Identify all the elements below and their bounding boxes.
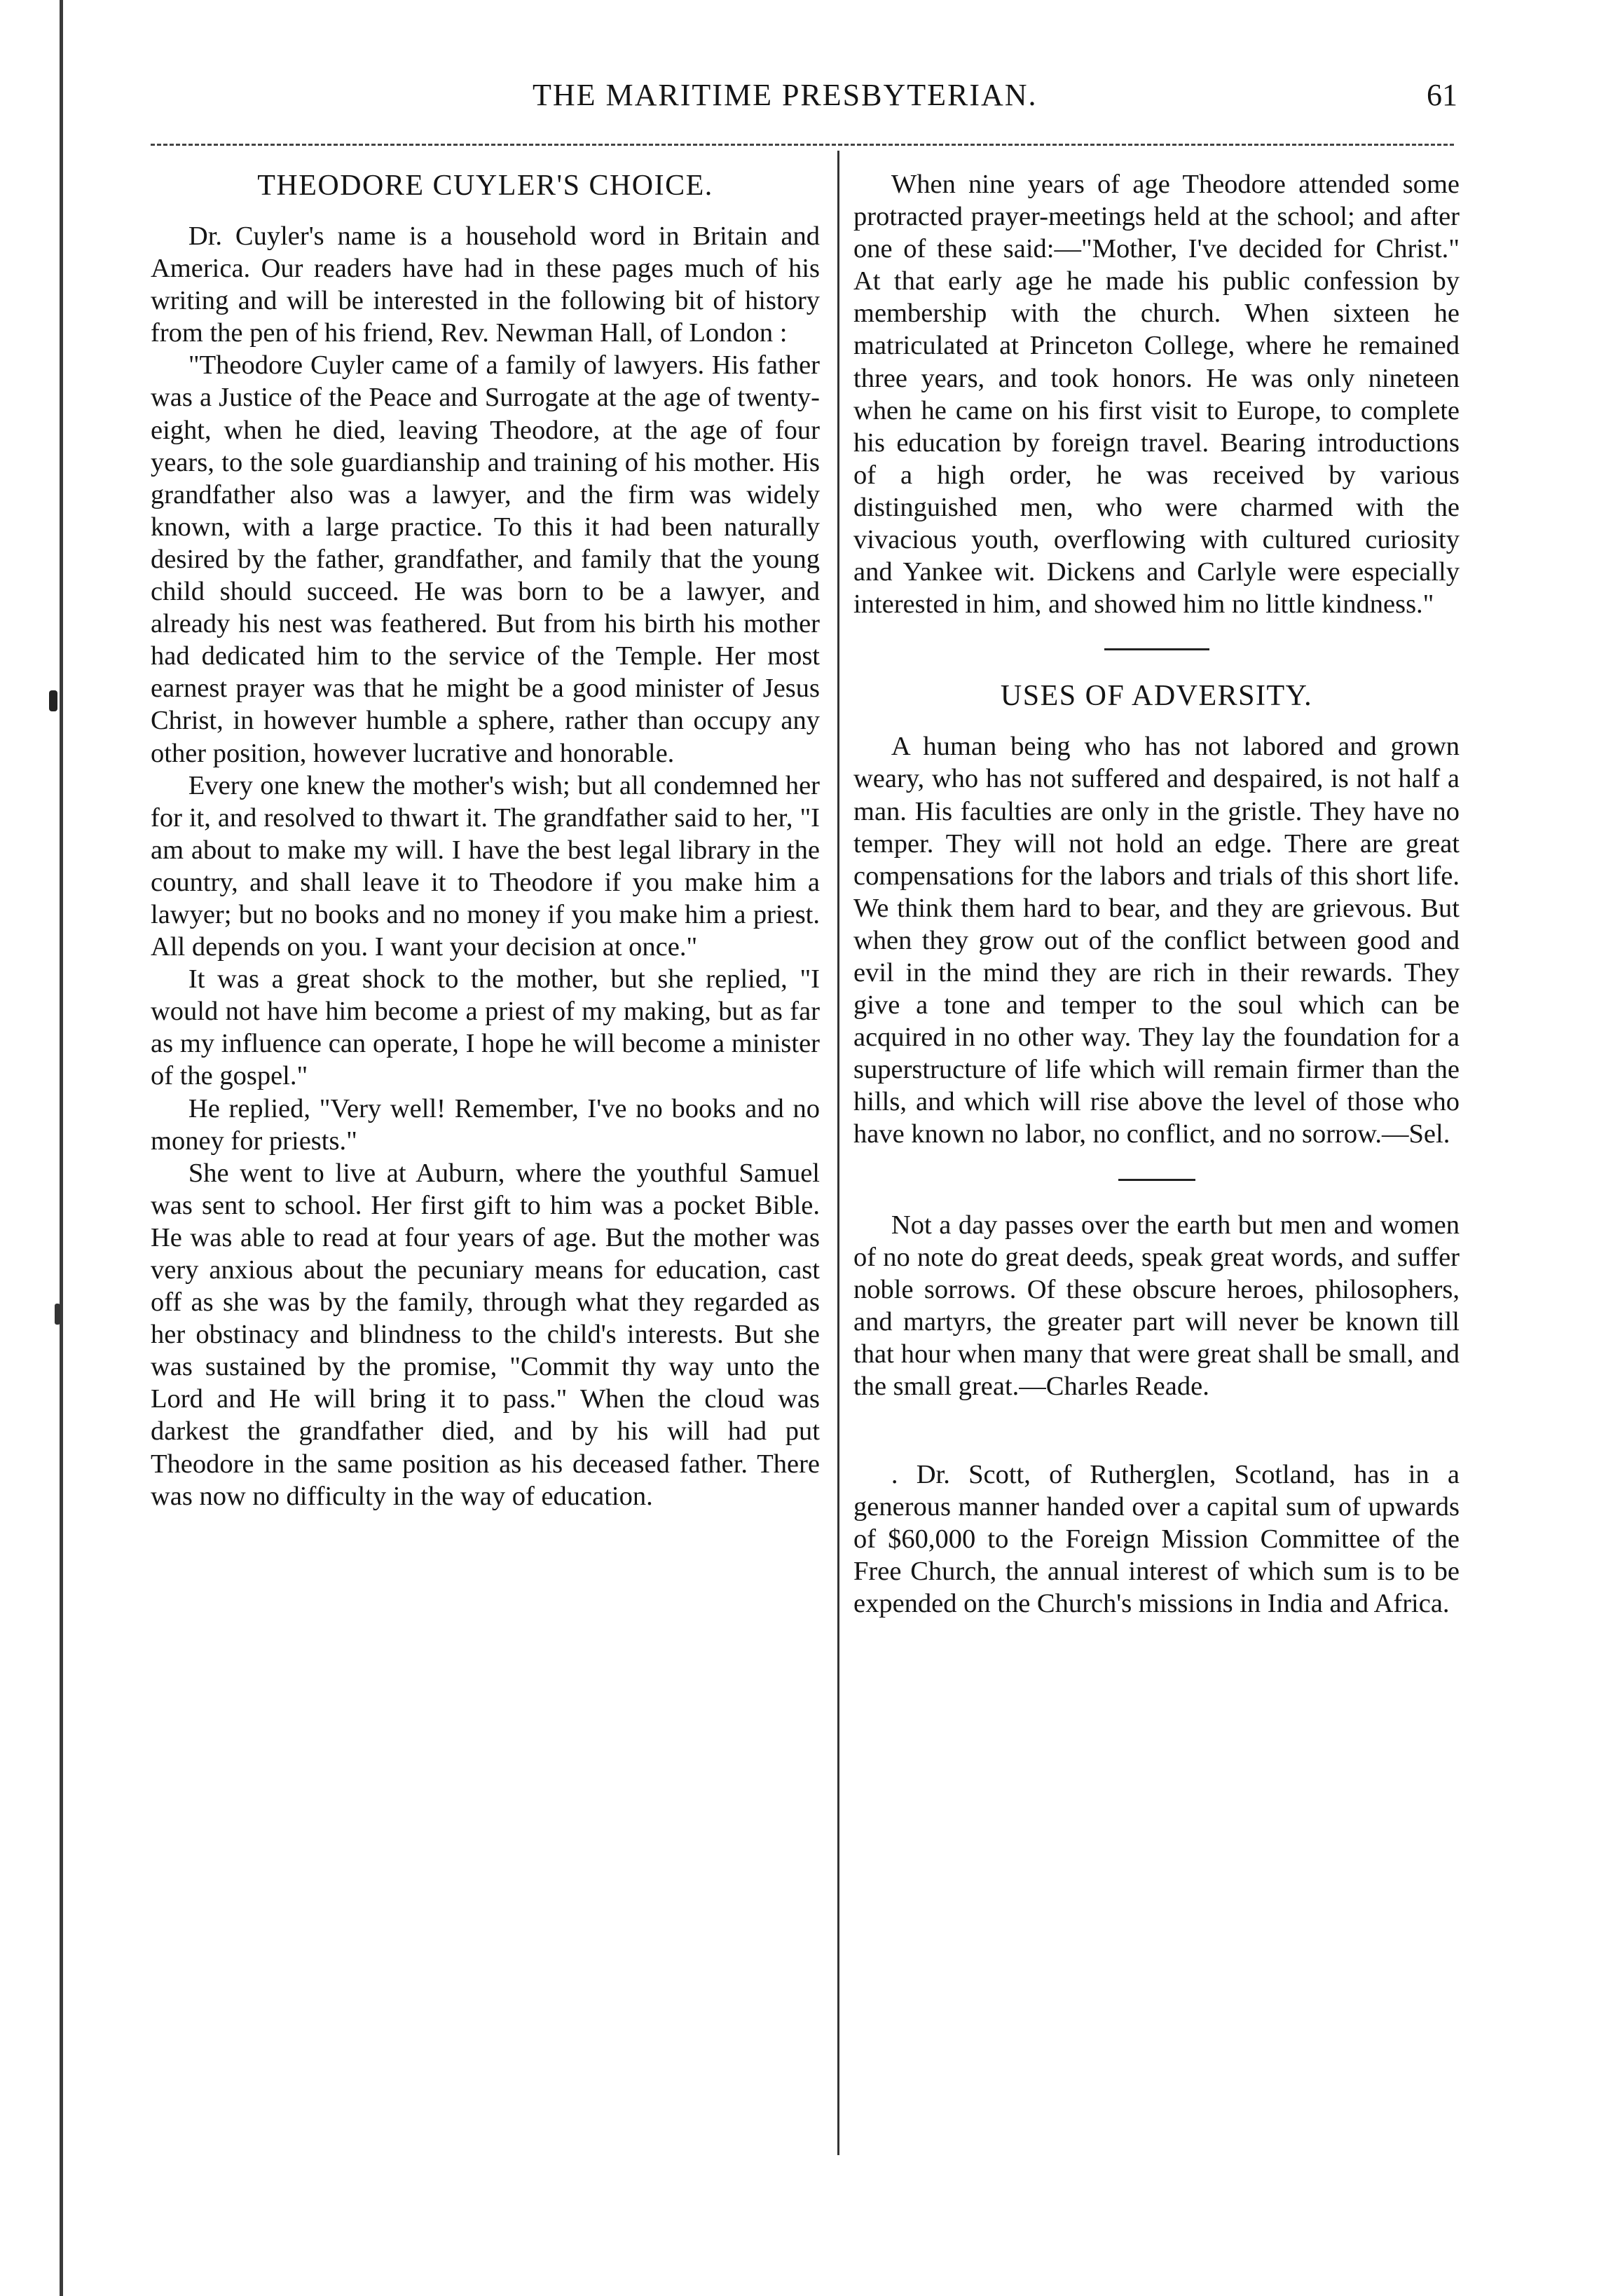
article-paragraph: A human being who has not labored and grown weary, who has not suffered and despaired, is not half a man. His faculties are only in the gristle. They have no temper. They will not hold an edge. There are great compensations for the labors and trials of this short life. We think them hard to bear, and they are grievous. But when they grow out of the conflict between good and evil in the mind they are rich in their rewards. They give a tone and temper to the soul which can be acquired in no other way. They lay the foundation for a superstructure of life which will remain firmer than the hills, and which will rise above the level of those who have known no labor, no conflict, and no sorrow.—Sel. (853, 732, 1460, 1149)
article-paragraph: She went to live at Auburn, where the youthful Samuel was sent to school. Her first gift to him was a pocket Bible. He was able to read at four years of age. But the mother was very anxious about the pecuniary means for education, cast off as she was by the family, through what they regarded as her obstinacy and blindness to the child's interests. But she was sustained by the promise, "Commit thy way unto the Lord and He will bring it to pass." When the cloud was darkest the grandfather died, and by his will had put Theodore in the same position as his deceased father. There was now no difficulty in the way of education. (151, 1158, 820, 1511)
left-column (151, 168, 820, 1512)
article-paragraph: "Theodore Cuyler came of a family of lawyers. His father was a Justice of the Peace and Surrogate at the age of twenty-eight, when he died, leaving Theodore, at the age of four years, to the sole guardianship and training of his mother. His grandfather also was a lawyer, and the firm was widely known, with a large practice. To this it had been naturally desired by the father, grandfather, and family that the young child should succeed. He was born to be a lawyer, and already his nest was feathered. But from his birth his mother had dedicated him to the service of the Temple. Her most earnest prayer was that he might be a good minister of Jesus Christ, in however humble a sphere, rather than occupy any other position, however lucrative and honorable. (151, 350, 820, 768)
spacer (853, 1402, 1460, 1430)
article-heading-cuyler: THEODORE CUYLER'S CHOICE. (257, 170, 713, 202)
right-column (853, 168, 1460, 1620)
article-paragraph: It was a great shock to the mother, but she replied, "I would not have him become a priest of my making, but as far as my influence can operate, I hope he will become a minister of the gospel." (151, 964, 820, 1091)
page-number: 61 (1427, 78, 1457, 112)
article-paragraph: When nine years of age Theodore attended some protracted prayer-meetings held at the school; and after one of these said:—"Mother, I've decided for Christ." At that early age he made his public confession by membership with the church. When sixteen he matriculated at Princeton College, where he remained three years, and took honors. He was only nineteen when he came on his first visit to Europe, to complete his education by foreign travel. Bearing introductions of a high order, he was received by various distinguished men, who were charmed with the vivacious youth, overflowing with cultured curiosity and Yankee wit. Dickens and Carlyle were especially interested in him, and showed him no little kindness." (853, 170, 1460, 620)
running-header (140, 77, 1457, 126)
page-binding-edge (60, 0, 63, 2296)
article-paragraph: He replied, "Very well! Remember, I've no books and no money for priests." (151, 1093, 820, 1156)
article-paragraph: Dr. Cuyler's name is a household word in Britain and America. Our readers have had in these pages much of his writing and will be interested in the following bit of history from the pen of his friend, Rev. Newman Hall, of London : (151, 221, 820, 348)
article-paragraph: . Dr. Scott, of Rutherglen, Scotland, has in a generous manner handed over a capital sum of upwards of $60,000 to the Foreign Mission Committee of the Free Church, the annual interest of which sum is to be expended on the Church's missions in India and Africa. (853, 1460, 1460, 1619)
section-separator (1104, 648, 1209, 650)
article-paragraph: Every one knew the mother's wish; but all condemned her for it, and resolved to thwart it. The grandfather said to her, "I am about to make my will. I have the best legal library in the country, and shall leave it to Theodore if you make him a lawyer; but no books and no money if you make him a priest. All depends on you. I want your decision at once." (151, 770, 820, 962)
journal-title: THE MARITIME PRESBYTERIAN. (533, 78, 1038, 112)
section-separator (1118, 1179, 1195, 1181)
binding-mark (55, 1304, 60, 1325)
article-heading-adversity: USES OF ADVERSITY. (1000, 680, 1313, 713)
header-rule (151, 144, 1454, 146)
column-divider (837, 151, 839, 2155)
spacer (853, 1430, 1460, 1458)
article-paragraph: Not a day passes over the earth but men and women of no note do great deeds, speak great words, and suffer noble sorrows. Of these obscure heroes, philosophers, and martyrs, the greater part will never be known till that hour when many that were great shall be small, and the small great.—Charles Reade. (853, 1210, 1460, 1401)
binding-mark (49, 690, 57, 711)
